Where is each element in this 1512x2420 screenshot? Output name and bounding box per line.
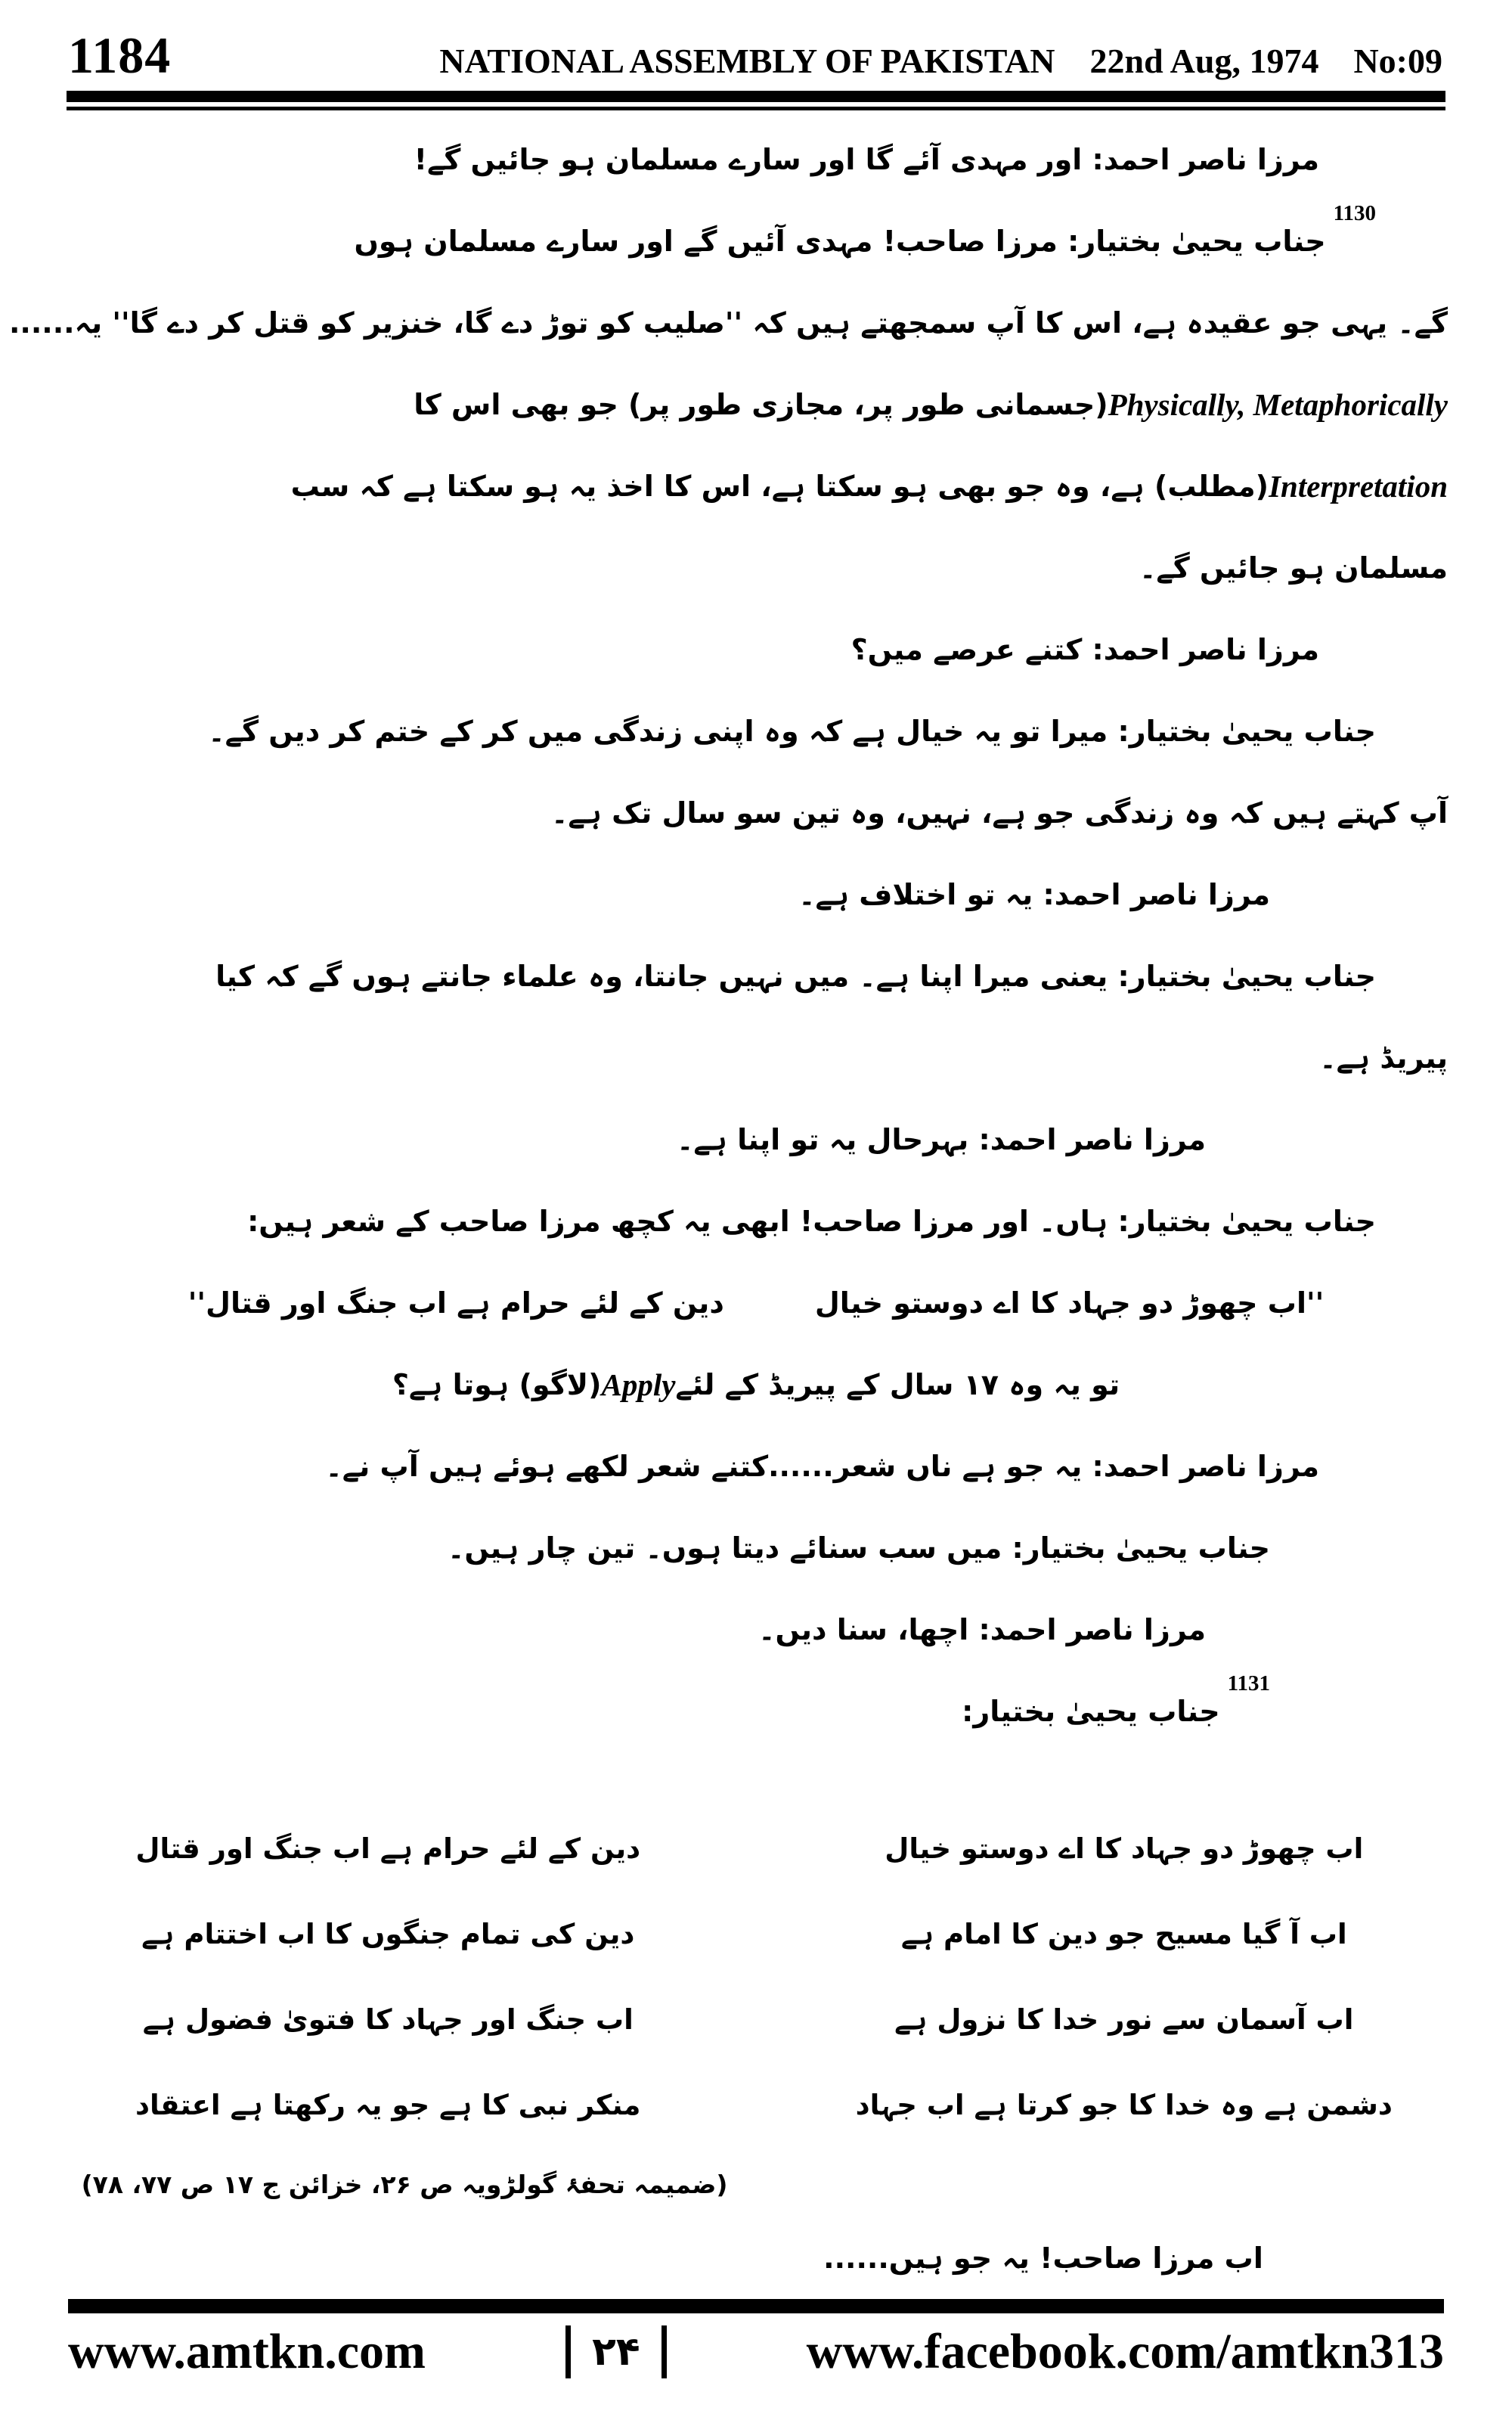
page-number: 1184 <box>68 26 172 84</box>
couplet-second-hemistich: اب جنگ اور جہاد کا فتویٰ فضول ہے <box>142 2003 634 2036</box>
dialogue-line-16: تو یہ وہ ۱۷ سال کے پیریڈ کے لئے Apply (لاگو) ہوتا ہے؟ <box>64 1345 1448 1426</box>
english-term: Apply <box>601 1367 676 1403</box>
header-title: NATIONAL ASSEMBLY OF PAKISTAN <box>439 42 1055 80</box>
dialogue-line-14: جناب یحییٰ بختیار: ہاں۔ اور مرزا صاحب! ابھی یہ کچھ مرزا صاحب کے شعر ہیں: <box>247 1205 1376 1239</box>
page-header <box>68 26 1442 85</box>
poem-couplet-4 <box>64 2062 1448 2148</box>
poem-couplets <box>64 1806 1448 2148</box>
couplet-second-hemistich: منکر نبی کا ہے جو یہ رکھتا ہے اعتقاد <box>135 2089 641 2121</box>
couplet-second-hemistich: دین کے لئے حرام ہے اب جنگ اور قتال <box>135 1832 641 1865</box>
footer-separator-left <box>565 2325 571 2378</box>
poem-couplet-1 <box>64 1806 1448 1891</box>
verse-first-hemistich: ''اب چھوڑ دو جہاد کا اے دوستو خیال <box>814 1286 1325 1320</box>
footer-separator-right <box>662 2325 667 2378</box>
poem-couplet-3 <box>64 1977 1448 2062</box>
dialogue-line-9: آپ کہتے ہیں کہ وہ زندگی جو ہے، نہیں، وہ تین سو سال تک ہے۔ <box>551 796 1448 830</box>
header-rule-thick <box>67 91 1445 102</box>
dialogue-line-17: مرزا ناصر احمد: یہ جو ہے ناں شعر......کتنے شعر لکھے ہوئے ہیں آپ نے۔ <box>325 1450 1319 1484</box>
dialogue-line-2: 1130 جناب یحییٰ بختیار: مرزا صاحب! مہدی آئیں گے اور سارے مسلمان ہوں <box>354 201 1376 259</box>
reference-number: 1130 <box>1333 201 1376 225</box>
header-issue-number: No:09 <box>1353 42 1442 80</box>
dialogue-line-12: پیریڈ ہے۔ <box>1319 1041 1448 1075</box>
footer-page-number: ۲۴ <box>592 2329 640 2375</box>
header-date: 22nd Aug, 1974 <box>1089 42 1319 80</box>
poem-section <box>64 1806 1448 2220</box>
inline-verse-line <box>64 1263 1448 1345</box>
reference-number: 1131 <box>1227 1671 1270 1696</box>
poem-citation: (ضمیمہ تحفۂ گولڑویہ ص ۲۶، خزائن ج ۱۷ ص ۷۷، ۷۸) <box>81 2169 728 2199</box>
dialogue-line-1: مرزا ناصر احمد: اور مہدی آئے گا اور سارے مسلمان ہو جائیں گے! <box>414 143 1319 177</box>
page-footer <box>68 2320 1444 2384</box>
dialogue-line-3: گے۔ یہی جو عقیدہ ہے، اس کا آپ سمجھتے ہیں کہ ''صلیب کو توڑ دے گا، خنزیر کو قتل کر دے گا'' یہ...... <box>8 306 1448 340</box>
dialogue-line-7: مرزا ناصر احمد: کتنے عرصے میں؟ <box>850 633 1319 667</box>
dialogue-line-10: مرزا ناصر احمد: یہ تو اختلاف ہے۔ <box>798 878 1270 912</box>
dialogue-line-11: جناب یحییٰ بختیار: یعنی میرا اپنا ہے۔ میں نہیں جانتا، وہ علماء جانتے ہوں گے کہ کیا <box>215 960 1376 994</box>
couplet-first-hemistich: اب آ گیا مسیح جو دین کا امام ہے <box>900 1918 1347 1950</box>
couplet-first-hemistich: دشمن ہے وہ خدا کا جو کرتا ہے اب جہاد <box>855 2089 1393 2121</box>
dialogue-line-5: Interpretation (مطلب) ہے، وہ جو بھی ہو سکتا ہے، اس کا اخذ یہ ہو سکتا ہے کہ سب <box>64 446 1448 528</box>
dialogue-line-6: مسلمان ہو جائیں گے۔ <box>1139 551 1448 585</box>
dialogue-line-4: Physically, Metaphorically (جسمانی طور پر، مجازی طور پر) جو بھی اس کا <box>64 365 1448 446</box>
closing-line: اب مرزا صاحب! یہ جو ہیں...... <box>823 2242 1263 2275</box>
footer-rule <box>68 2299 1444 2313</box>
dialogue-line-13: مرزا ناصر احمد: بہرحال یہ تو اپنا ہے۔ <box>677 1123 1206 1157</box>
verse-second-hemistich: دین کے لئے حرام ہے اب جنگ اور قتال'' <box>187 1286 724 1320</box>
header-title-row <box>439 41 1442 81</box>
couplet-first-hemistich: اب چھوڑ دو جہاد کا اے دوستو خیال <box>885 1832 1364 1865</box>
dialogue-line-18: جناب یحییٰ بختیار: میں سب سنائے دیتا ہوں۔ تین چار ہیں۔ <box>448 1531 1270 1565</box>
dialogue-line-8: جناب یحییٰ بختیار: میرا تو یہ خیال ہے کہ وہ اپنی زندگی میں کر کے ختم کر دیں گے۔ <box>208 715 1376 749</box>
dialogue-transcript <box>8 119 1448 1753</box>
english-term: Interpretation <box>1269 469 1448 504</box>
dialogue-line-19: مرزا ناصر احمد: اچھا، سنا دیں۔ <box>758 1613 1206 1647</box>
poem-couplet-2 <box>64 1891 1448 1977</box>
couplet-second-hemistich: دین کی تمام جنگوں کا اب اختتام ہے <box>141 1918 635 1950</box>
english-term: Physically, Metaphorically <box>1108 387 1448 423</box>
couplet-first-hemistich: اب آسمان سے نور خدا کا نزول ہے <box>894 2003 1354 2036</box>
header-rule-thin <box>67 107 1445 110</box>
dialogue-line-20: 1131 جناب یحییٰ بختیار: <box>962 1671 1270 1729</box>
footer-website-url: www.amtkn.com <box>68 2324 426 2379</box>
footer-facebook-url: www.facebook.com/amtkn313 <box>806 2324 1444 2379</box>
footer-page-number-group <box>565 2325 666 2378</box>
